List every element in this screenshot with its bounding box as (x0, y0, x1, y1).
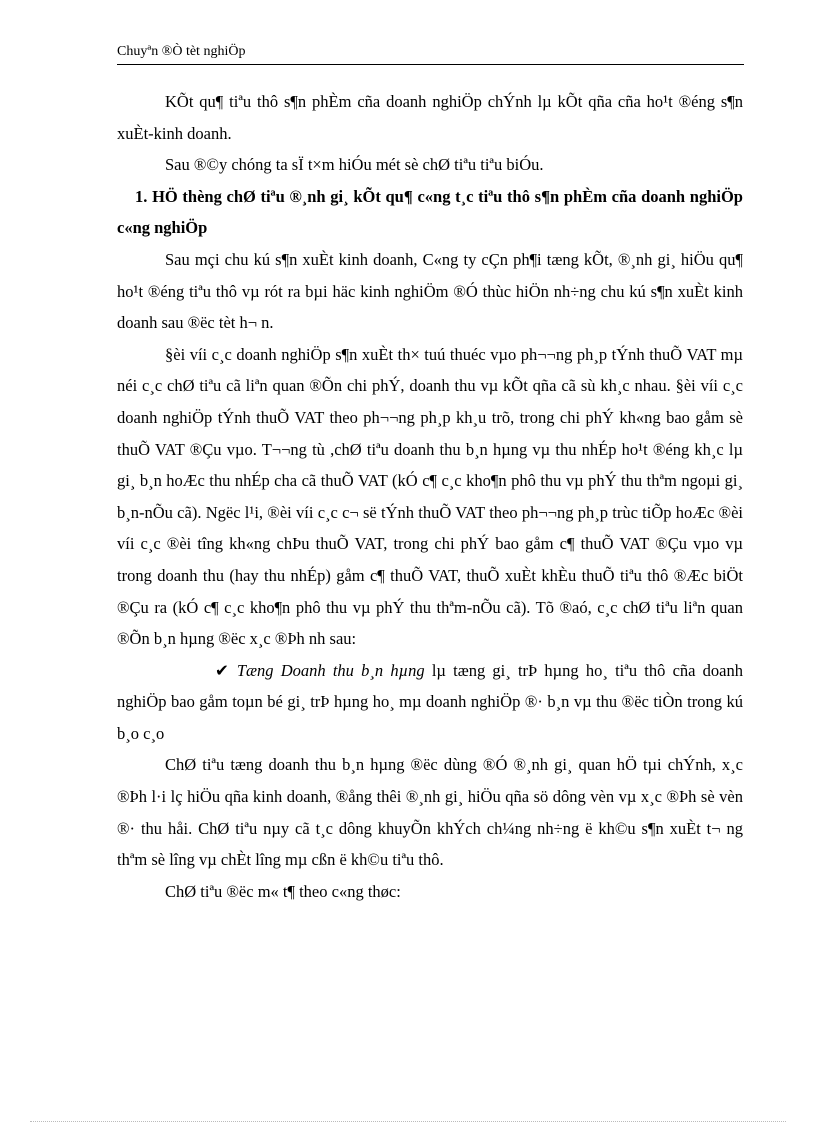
paragraph-formula-intro: ChØ tiªu ®ëc m« t¶ theo c«ng thøc: (165, 881, 401, 901)
paragraph-vat: §èi víi c¸c doanh nghiÖp s¶n xuÈt th× tuú thuéc vµo ph¬¬ng ph¸p tÝnh thuÕ VAT mµ néi c¸c chØ tiªu cã liªn quan ®Õn chi phÝ, doanh thu vµ kÕt qña cã sù kh¸c nhau. §èi víi c¸c doanh nghiÖp tÝnh thuÕ VAT theo ph¬¬ng ph¸p kh¸u trõ, trong chi phÝ kh«ng bao gåm sè thuÕ VAT ®Çu vµo. T¬¬ng tù ,chØ tiªu doanh thu b¸n hµng vµ thu nhÉp ho¹t ®éng kh¸c lµ gi¸ b¸n hoÆc thu nhÉp cha cã thuÕ VAT (kÓ c¶ c¸c kho¶n phô thu vµ phÝ thu thªm ngoµi gi¸ b¸n-nÕu cã). Ngëc l¹i, ®èi víi c¸c c¬ së tÝnh thuÕ VAT theo ph¬¬ng ph¸p trùc tiÕp hoÆc ®èi víi c¸c ®èi tîng kh«ng chÞu thuÕ VAT, trong chi phÝ bao gåm c¶ thuÕ VAT ®Çu vµo vµ trong doanh thu (hay thu nhÉp) gåm c¶ thuÕ VAT, thuÕ xuÈt khÈu thuÕ tiªu thô ®Æc biÖt ®Çu ra (kÓ c¶ c¸c kho¶n phô thu vµ phÝ thu thªm-nÕu cã). Tõ ®aó, c¸c chØ tiªu liªn quan ®Õn b¸n hµng ®ëc x¸c ®Þh nh sau: (117, 344, 743, 649)
bullet-definition: lµ tæng gi¸ trÞ hµng ho¸ tiªu thô cña doanh nghiÖp bao gåm toµn bé gi¸ trÞ hµng ho¸ mµ doanh nghiÖp ®· b¸n vµ thu ®ëc tiÒn trong kú b¸o c¸o (117, 660, 743, 743)
paragraph-intro: KÕt qu¶ tiªu thô s¶n phÈm cña doanh nghiÖp chÝnh lµ kÕt qña cña ho¹t ®éng s¶n xuÈt-kinh doanh. (117, 92, 743, 143)
paragraph-cycle: Sau mçi chu kú s¶n xuÈt kinh doanh, C«ng ty cÇn ph¶i tæng kÕt, ®¸nh gi¸ hiÖu qu¶ ho¹t ®éng tiªu thô vµ rót ra bµi häc kinh nghiÖm ®Ó thùc hiÖn nh÷ng chu kú s¶n xuÈt kinh doanh sau ®ëc tèt h¬ n. (117, 249, 743, 333)
check-icon: ✔ (215, 660, 229, 680)
header-rule (117, 64, 744, 65)
document-body (117, 86, 743, 907)
page-bottom-border (30, 1121, 786, 1122)
bullet-total-revenue (117, 655, 743, 750)
paragraph-overview: Sau ®©y chóng ta sÏ t×m hiÓu mét sè chØ tiªu tiªu biÓu. (165, 155, 544, 175)
paragraph-revenue-indicator: ChØ tiªu tæng doanh thu b¸n hµng ®ëc dùng ®Ó ®¸nh gi¸ quan hÖ tµi chÝnh, x¸c ®Þh l·i lç hiÖu qña kinh doanh, ®ång thêi ®¸nh gi¸ hiÖu qña sö dông vèn vµ x¸c ®Þh sè vèn ®· thu håi. ChØ tiªu nµy cã t¸c dông khuyÕn khÝch ch¼ng nh÷ng ë kh©u s¶n xuÈt t¬ ng thªm sè lîng vµ chÈt lîng mµ cßn ë kh©u tiªu thô. (117, 755, 743, 870)
section-heading: 1. HÖ thèng chØ tiªu ®¸nh gi¸ kÕt qu¶ c«ng t¸c tiªu thô s¶n phÈm cña doanh nghiÖp c«ng nghiÖp (117, 186, 743, 238)
bullet-term: Tæng Doanh thu b¸n hµng (236, 660, 425, 680)
running-header: Chuyªn ®Ò tèt nghiÖp (117, 44, 246, 59)
